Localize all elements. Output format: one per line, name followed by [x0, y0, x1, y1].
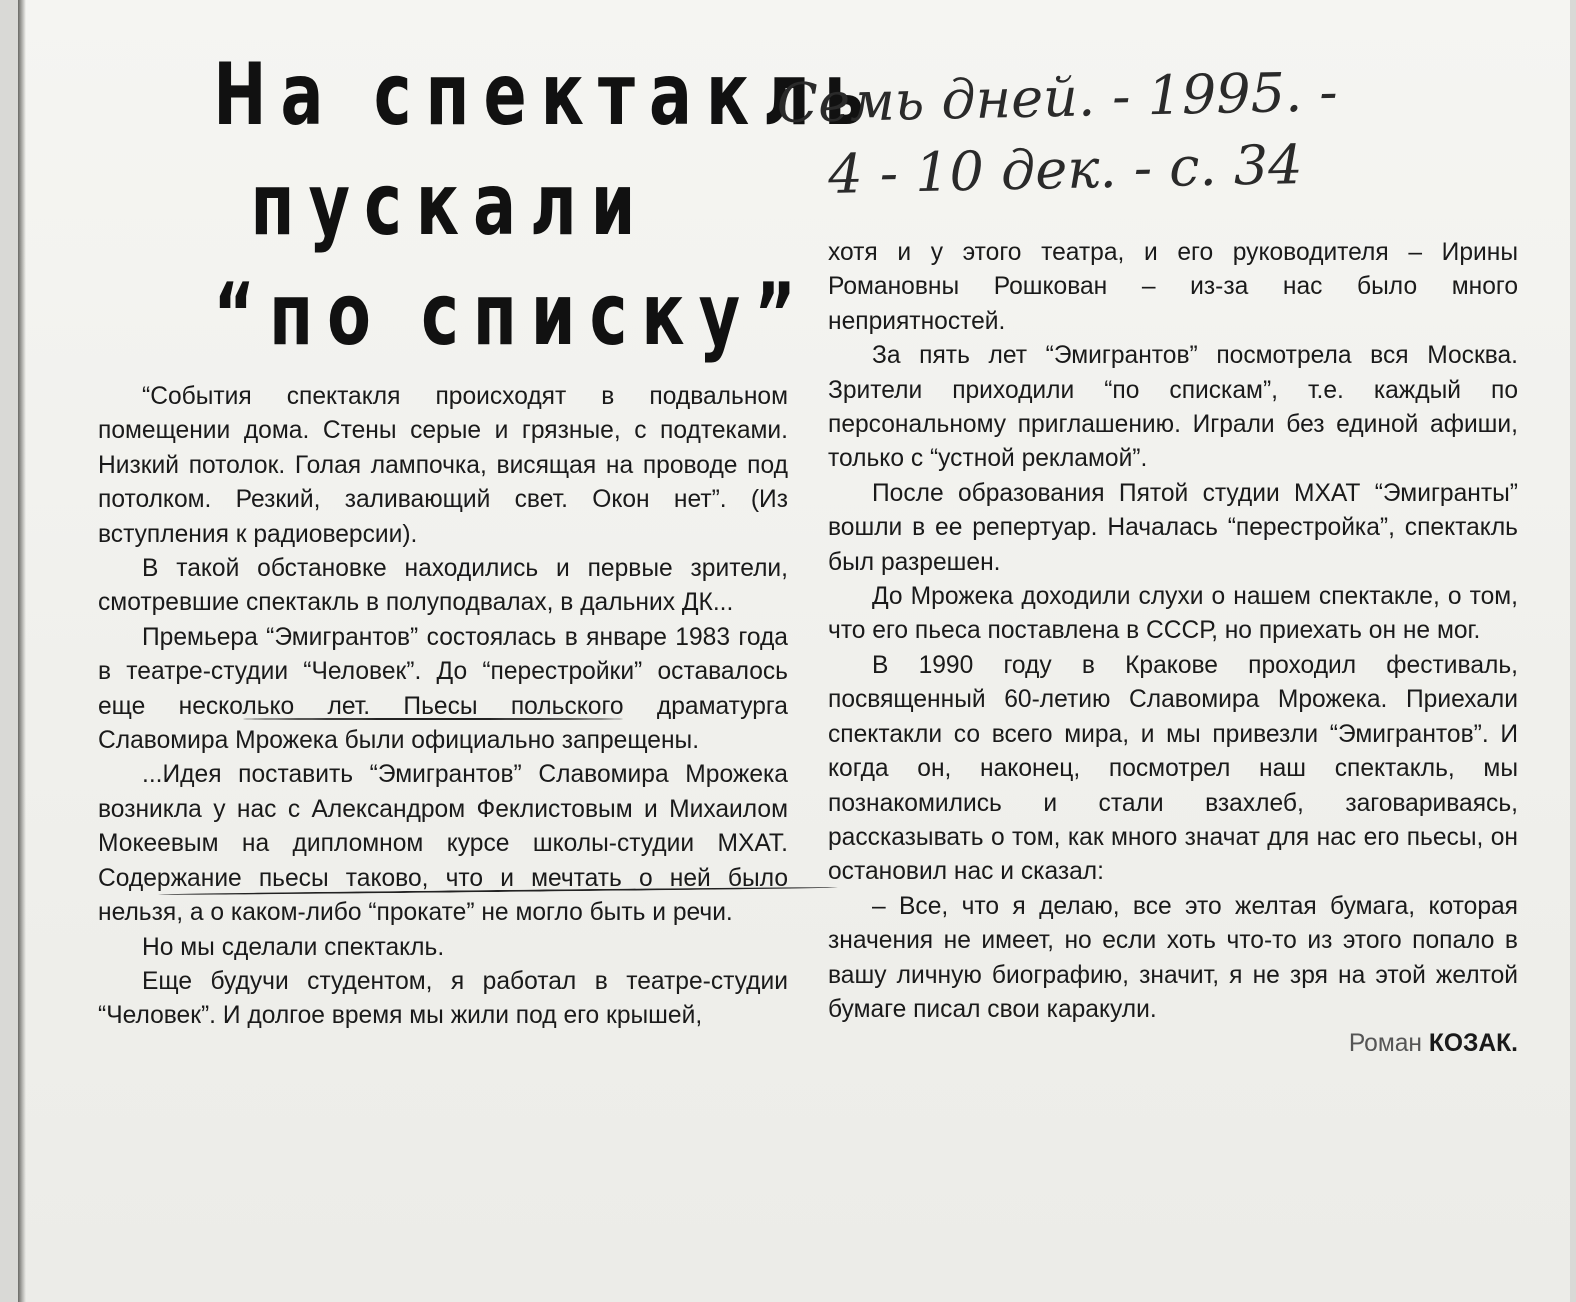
article-paragraph: После образования Пятой студии МХАТ “Эмигранты” вошли в ее репертуар. Началась “перестройка”, спектакль был разрешен. [828, 479, 1518, 576]
newspaper-clipping [18, 0, 1570, 1302]
article-paragraph: ...Идея поставить “Эмигрантов” Славомира Мрожека возникла у нас с Александром Феклистовым и Михаилом Мокеевым на дипломном курсе школы-студии МХАТ. Содержание пьесы таково, что и мечтать о ней было нельзя, а о каком-либо “прокате” не могло быть и речи. [98, 761, 788, 927]
handdrawn-underline [243, 718, 623, 720]
article-paragraph: Премьера “Эмигрантов” состоялась в январе 1983 года в театре-студии “Человек”. До “перестройки” оставалось еще несколько лет. Пьесы польского драматурга Славомира Мрожека были официально запрещены. [98, 623, 788, 755]
article-paragraph: “События спектакля происходят в подвальном помещении дома. Стены серые и грязные, с подтеками. Низкий потолок. Голая лампочка, висящая на проводе под потолком. Резкий, заливающий свет. Окон нет”. (Из вступления к радиоверсии). [98, 383, 788, 548]
article-paragraph: – Все, что я делаю, все это желтая бумага, которая значения не имеет, но если хоть что-то из этого попало в вашу личную биографию, значит, я не зря на этой желтой бумаге писал свои каракули. [828, 892, 1518, 1023]
article-paragraph: Но мы сделали спектакль. [142, 933, 445, 961]
author-first-name: Роман [1348, 1030, 1422, 1058]
article-paragraph: До Мрожека доходили слухи о нашем спектакле, о том, что его пьеса поставлена в СССР, но приехать он не мог. [828, 583, 1518, 645]
headline-line-1: На спектакль [213, 45, 879, 145]
headline-line-2: пускали [250, 155, 650, 255]
headline-line-3: “по списку” [213, 265, 811, 365]
article-right-column [828, 236, 1518, 1062]
handwritten-line-2: 4 - 10 дек. - с. 34 [827, 133, 1304, 206]
author-signature [828, 1027, 1518, 1061]
article-paragraph: В такой обстановке находились и первые зрители, смотревшие спектакль в полуподвалах, в дальних ДК... [98, 555, 788, 617]
handwritten-line-1: Семь дней. - 1995. - [776, 60, 1339, 135]
article-paragraph: За пять лет “Эмигрантов” посмотрела вся Москва. Зрители приходили “по спискам”, т.е. каждый по персональному приглашению. Играли без единой афиши, только с “устной рекламой”. [828, 342, 1518, 473]
article-paragraph-continuation: хотя и у этого театра, и его руководителя – Ирины Романовны Рошкован – из-за нас было много неприятностей. [828, 239, 1518, 335]
article-paragraph: В 1990 году в Кракове проходил фестиваль, посвященный 60-летию Славомира Мрожека. Приехали спектакли со всего мира, и мы привезли “Эмигрантов”. И когда он, наконец, посмотрел наш спектакль, мы познакомились и стали взахлеб, заговариваясь, рассказывать о том, как много значат для нас его пьесы, он остановил нас и сказал: [828, 651, 1518, 886]
handwritten-citation [776, 54, 1459, 212]
article-paragraph: Еще будучи студентом, я работал в театре-студии “Человек”. И долгое время мы жили под его крышей, [98, 967, 788, 1030]
article-left-column [98, 380, 788, 1034]
headline [213, 40, 879, 370]
author-last-name: КОЗАК. [1428, 1030, 1518, 1058]
